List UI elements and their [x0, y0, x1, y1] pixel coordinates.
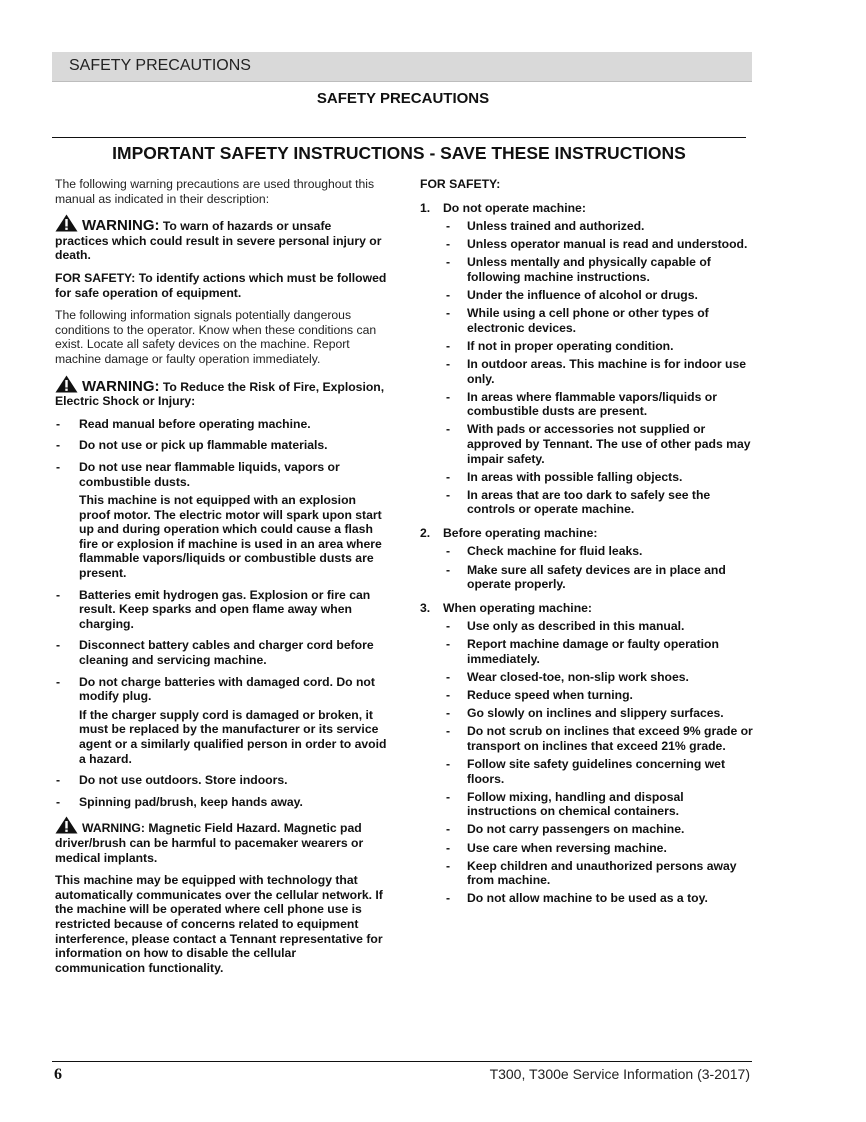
- list-item: - Do not carry passengers on machine.: [420, 822, 755, 837]
- warning-definition: [55, 214, 388, 263]
- list-item: - While using a cell phone or other types of electronic devices.: [420, 306, 755, 335]
- list-item: - Wear closed-toe, non-slip work shoes.: [420, 670, 755, 685]
- list-item: - If not in proper operating condition.: [420, 339, 755, 354]
- signals-text: The following information signals potentially dangerous conditions to the operator. Know when these conditions can exist. Locate all safety devices on the machine. Report machine damage or faulty operation immediately.: [55, 308, 377, 366]
- list-item: - Batteries emit hydrogen gas. Explosion or fire can result. Keep sparks and open flame away when charging.: [55, 588, 388, 632]
- list-item: - With pads or accessories not supplied or approved by Tennant. The use of other pads may impair safety.: [420, 422, 755, 466]
- list-item: - Report machine damage or faulty operation immediately.: [420, 637, 755, 666]
- list-item: - Do not allow machine to be used as a toy.: [420, 891, 755, 906]
- list-item: - Do not charge batteries with damaged cord. Do not modify plug.: [55, 675, 388, 704]
- list-item: - Disconnect battery cables and charger cord before cleaning and servicing machine.: [55, 638, 388, 667]
- list-item-note: This machine is not equipped with an explosion proof motor. The electric motor will spark upon start up and during operation which could cause a flash fire or explosion if machine is used in an area where flammable vapors/liquids or combustible dusts are present.: [79, 493, 382, 581]
- list-item: - Do not use outdoors. Store indoors.: [55, 773, 388, 788]
- list-item: - In areas where flammable vapors/liquids or combustible dusts are present.: [420, 390, 755, 419]
- warning-triangle-icon: [55, 816, 78, 834]
- warning-triangle-icon: [55, 375, 78, 393]
- list-item: - Use only as described in this manual.: [420, 619, 755, 634]
- title-rule: [52, 137, 746, 138]
- list-item-note: If the charger supply cord is damaged or broken, it must be replaced by the manufacturer or its service agent or a similarly qualified person in order to avoid a hazard.: [79, 707, 387, 766]
- warning-label: WARNING:: [82, 217, 160, 235]
- footer-document-title: T300, T300e Service Information (3-2017): [489, 1066, 750, 1082]
- warning-label: WARNING:: [82, 377, 160, 395]
- list-number: 3.: [420, 600, 431, 615]
- numbered-group: [420, 201, 755, 517]
- list-item: - Check machine for fluid leaks.: [420, 544, 755, 559]
- list-item: - In areas with possible falling objects.: [420, 470, 755, 485]
- list-item: - Spinning pad/brush, keep hands away.: [55, 795, 388, 810]
- list-item: - Do not use or pick up flammable materials.: [55, 438, 388, 453]
- numbered-heading: [420, 526, 755, 541]
- group-title: Do not operate machine:: [443, 200, 586, 215]
- group-title: When operating machine:: [443, 600, 592, 615]
- warning-triangle-icon: [55, 214, 78, 232]
- list-item: - Do not use near flammable liquids, vapors or combustible dusts.: [55, 460, 388, 489]
- list-number: 2.: [420, 525, 431, 540]
- list-item: - Unless trained and authorized.: [420, 219, 755, 234]
- list-item: - Under the influence of alcohol or drugs.: [420, 288, 755, 303]
- section-header-label: SAFETY PRECAUTIONS: [69, 57, 251, 74]
- list-item: - Follow site safety guidelines concerning wet floors.: [420, 757, 755, 786]
- numbered-group: [420, 526, 755, 592]
- magnetic-warning: [55, 816, 388, 865]
- list-item: - In areas that are too dark to safely see the controls or operate machine.: [420, 488, 755, 517]
- magnetic-warning-text: WARNING: Magnetic Field Hazard. Magnetic pad driver/brush can be harmful to pacemaker wearers or medical implants.: [55, 821, 364, 865]
- page-title: SAFETY PRECAUTIONS: [316, 90, 490, 107]
- group-title: Before operating machine:: [443, 525, 598, 540]
- right-column: [420, 177, 755, 915]
- for-safety-heading: FOR SAFETY:: [420, 177, 501, 191]
- main-title: IMPORTANT SAFETY INSTRUCTIONS - SAVE THESE INSTRUCTIONS: [112, 143, 686, 163]
- list-number: 1.: [420, 200, 431, 215]
- list-item: - Use care when reversing machine.: [420, 841, 755, 856]
- section-header-bar: [52, 52, 752, 82]
- left-column: [55, 177, 388, 975]
- footer-rule: [52, 1061, 752, 1062]
- for-safety-definition: FOR SAFETY: To identify actions which must be followed for safe operation of equipment.: [55, 270, 387, 300]
- numbered-heading: [420, 201, 755, 216]
- list-item: - Reduce speed when turning.: [420, 688, 755, 703]
- fire-warning-text: To Reduce the Risk of Fire, Explosion, Electric Shock or Injury:: [55, 379, 385, 409]
- numbered-heading: [420, 601, 755, 616]
- warning-definition-text: To warn of hazards or unsafe practices which could result in severe personal injury or death.: [55, 219, 382, 263]
- cellular-notice: This machine may be equipped with technology that automatically communicates over the cellular network. If the machine will be operated where cell phone use is restricted because of concerns related to equipment interference, please contact a Tennant representative for information on how to disable the cellular communication functionality.: [55, 873, 383, 975]
- list-item: - Keep children and unauthorized persons away from machine.: [420, 859, 755, 888]
- list-item: - Make sure all safety devices are in place and operate properly.: [420, 563, 755, 592]
- list-item: - In outdoor areas. This machine is for indoor use only.: [420, 357, 755, 386]
- list-item: - Do not scrub on inclines that exceed 9% grade or transport on inclines that exceed 21% grade.: [420, 724, 755, 753]
- list-item: - Go slowly on inclines and slippery surfaces.: [420, 706, 755, 721]
- fire-warning: [55, 375, 388, 409]
- list-item: - Read manual before operating machine.: [55, 417, 388, 432]
- numbered-group: [420, 601, 755, 906]
- page-number: 6: [54, 1066, 62, 1083]
- list-item: - Follow mixing, handling and disposal instructions on chemical containers.: [420, 790, 755, 819]
- list-item: - Unless operator manual is read and understood.: [420, 237, 755, 252]
- intro-text: The following warning precautions are used throughout this manual as indicated in their description:: [55, 177, 375, 206]
- list-item: - Unless mentally and physically capable of following machine instructions.: [420, 255, 755, 284]
